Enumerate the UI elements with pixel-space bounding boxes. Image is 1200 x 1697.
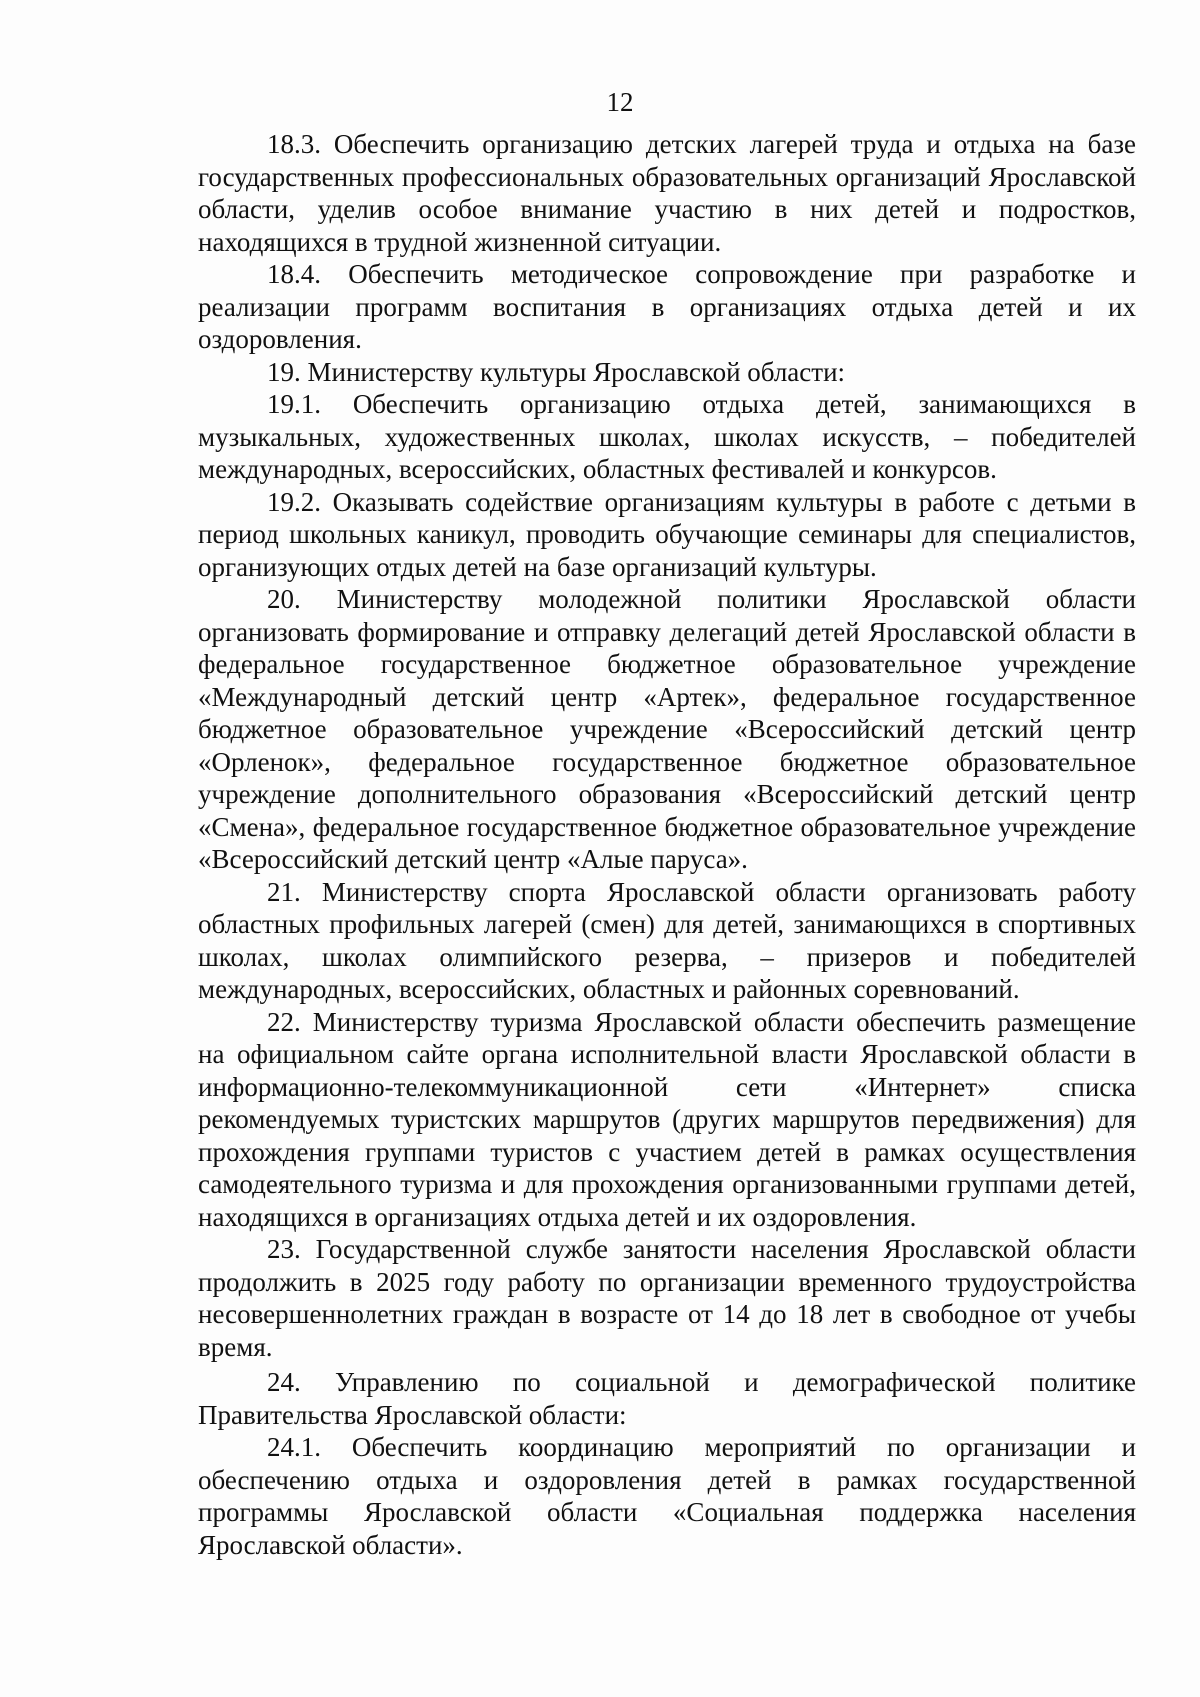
paragraph-18-4: 18.4. Обеспечить методическое сопровождение при разработке и реализации программ воспитания в организациях отдыха детей и их оздоровления. [198, 259, 1136, 354]
paragraph-24-1: 24.1. Обеспечить координацию мероприятий по организации и обеспечению отдыха и оздоровления детей в рамках государственной программы Ярославской области «Социальная поддержка населения Ярославской области». [198, 1432, 1136, 1560]
document-body [198, 128, 1136, 1561]
paragraph-21: 21. Министерству спорта Ярославской области организовать работу областных профильных лагерей (смен) для детей, занимающихся в спортивных школах, школах олимпийского резерва, – призеров и победителей международных, всероссийских, областных и районных соревнований. [198, 876, 1136, 1004]
page-number: 12 [606, 87, 634, 117]
paragraph-23: 23. Государственной службе занятости населения Ярославской области продолжить в 2025 году работу по организации временного трудоустройства несовершеннолетних граждан в возрасте от 14 до 18 лет в свободное от учебы время. [198, 1234, 1136, 1362]
paragraph-19-1: 19.1. Обеспечить организацию отдыха детей, занимающихся в музыкальных, художественных школах, школах искусств, – победителей международных, всероссийских, областных фестивалей и конкурсов. [198, 389, 1136, 484]
paragraph-20: 20. Министерству молодежной политики Ярославской области организовать формирование и отправку делегаций детей Ярославской области в федеральное государственное бюджетное образовательное учреждение «Международный детский центр «Артек», федеральное государственное бюджетное образовательное учреждение «Всероссийский детский центр «Орленок», федеральное государственное бюджетное образовательное учреждение дополнительного образования «Всероссийский детский центр «Смена», федеральное государственное бюджетное образовательное учреждение «Всероссийский детский центр «Алые паруса». [198, 584, 1136, 874]
paragraph-18-3: 18.3. Обеспечить организацию детских лагерей труда и отдыха на базе государственных профессиональных образовательных организаций Ярославской области, уделив особое внимание участию в них детей и подростков, находящихся в трудной жизненной ситуации. [198, 129, 1136, 257]
paragraph-19: 19. Министерству культуры Ярославской области: [267, 356, 846, 387]
paragraph-19-2: 19.2. Оказывать содействие организациям культуры в работе с детьми в период школьных каникул, проводить обучающие семинары для специалистов, организующих отдых детей на базе организаций культуры. [198, 486, 1136, 582]
paragraph-22: 22. Министерству туризма Ярославской области обеспечить размещение на официальном сайте органа исполнительной власти Ярославской области в информационно-телекоммуникационной сети «Интернет» списка рекомендуемых туристских маршрутов (других маршрутов передвижения) для прохождения группами туристов с участием детей в рамках осуществления самодеятельного туризма и для прохождения организованными группами детей, находящихся в организациях отдыха детей и их оздоровления. [198, 1006, 1136, 1232]
paragraph-24: 24. Управлению по социальной и демографической политике Правительства Ярославской области: [198, 1367, 1136, 1430]
